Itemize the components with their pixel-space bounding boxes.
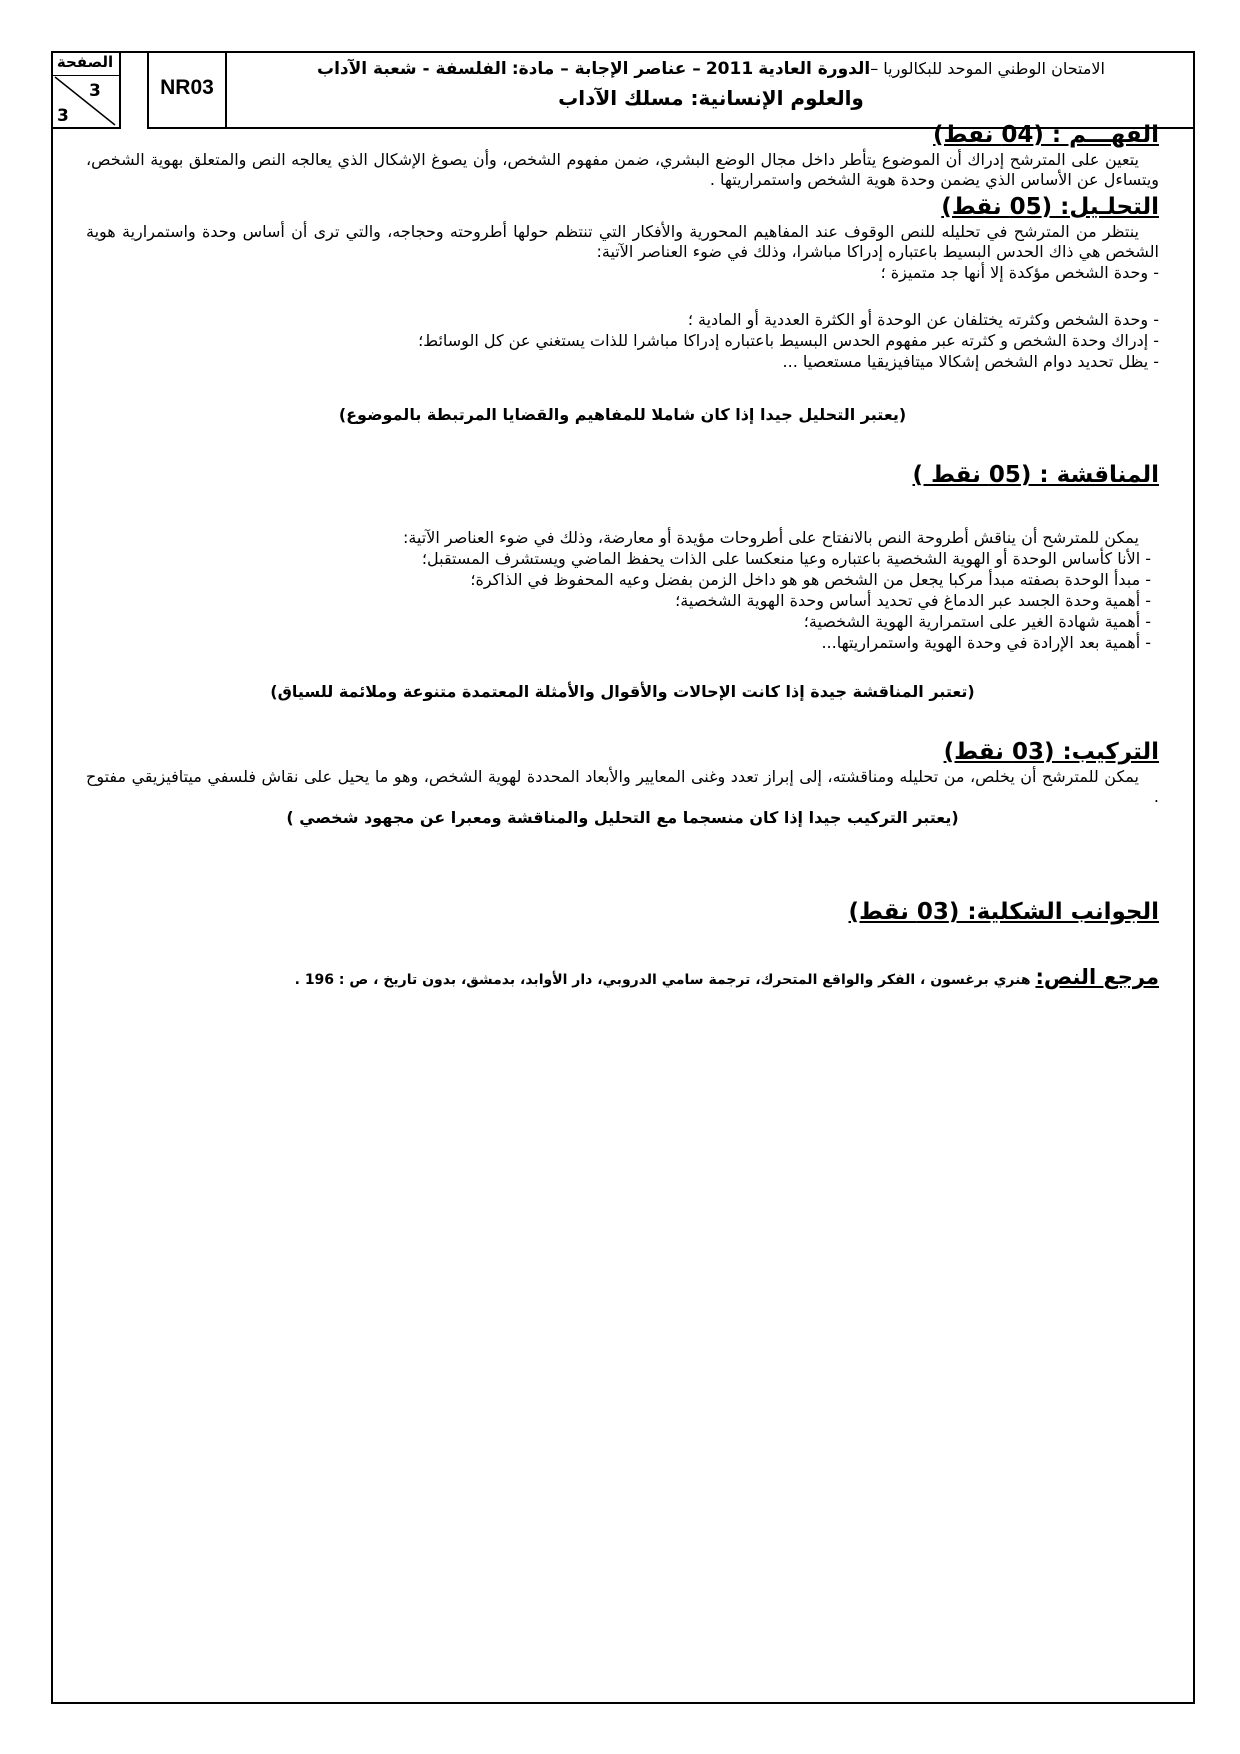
reference-label: مرجع النص: [1035, 965, 1159, 989]
discussion-item: - أهمية شهادة الغير على استمرارية الهوية الشخصية؛ [803, 612, 1151, 631]
discussion-item: - أهمية وحدة الجسد عبر الدماغ في تحديد أساس وحدة الهوية الشخصية؛ [675, 591, 1151, 610]
exam-title-prefix: الامتحان الوطني الموحد للبكالوريا – [870, 59, 1105, 78]
exam-year: 2011 [705, 59, 754, 79]
discussion-title: المناقشة : (05 نقط ) [912, 462, 1159, 488]
exam-title-line-1 [239, 55, 1183, 83]
formal-aspects-title: الجوانب الشكلية: (03 نقط) [848, 899, 1159, 925]
exam-subject: الفلسفة - شعبة الآداب [317, 59, 507, 79]
analysis-item: - وحدة الشخص مؤكدة إلا أنها جد متميزة ؛ [880, 263, 1159, 282]
analysis-text: ينتظر من المترشح في تحليله للنص الوقوف عند المفاهيم المحورية والأفكار التي تنتظم حولها أطروحته وحجاجه، والتي ترى أن أساس وحدة واستمرارية هوية الشخص هي ذاك الحدس البسيط باعتباره إدراكا مباشرا، وذلك في ضوء العناصر الآتية: [86, 222, 1159, 261]
exam-code: NR03 [147, 51, 227, 129]
discussion-item: - أهمية بعد الإرادة في وحدة الهوية واستمراريتها... [821, 633, 1151, 652]
total-pages-number: 3 [57, 106, 69, 126]
text-reference [86, 965, 1159, 992]
current-page-number: 3 [89, 81, 101, 101]
exam-header [51, 51, 1195, 129]
exam-session: الدورة العادية [758, 59, 871, 79]
synthesis-note: (يعتبر التركيب جيدا إذا كان منسجما مع التحليل والمناقشة ومعبرا عن مجهود شخصي ) [286, 808, 959, 827]
discussion-item: - الأنا كأساس الوحدة أو الهوية الشخصية باعتباره وعيا منعكسا على الذات يحفظ الماضي ويستشرف المستقبل؛ [421, 549, 1151, 568]
synthesis-text: يمكن للمترشح أن يخلص، من تحليله ومناقشته، إلى إبراز تعدد وغنى المعايير والأبعاد المحددة لهوية الشخص، وهو ما يحيل على نقاش فلسفي ميتافيزيقي مفتوح . [86, 767, 1159, 806]
discussion-text: يمكن للمترشح أن يناقش أطروحة النص بالانفتاح على أطروحات مؤيدة أو معارضة، وذلك في ضوء العناصر الآتية: [402, 528, 1139, 547]
discussion-note: (تعتبر المناقشة جيدة إذا كانت الإحالات والأقوال والأمثلة المعتمدة متنوعة وملائمة للسياق) [270, 682, 975, 701]
exam-title [227, 51, 1195, 129]
page-number-box [51, 51, 121, 129]
discussion-item: - مبدأ الوحدة بصفته مبدأ مركبا يجعل من الشخص هو هو داخل الزمن بفضل وعيه المحفوظ في الذاكرة؛ [470, 570, 1151, 589]
analysis-item: - يظل تحديد دوام الشخص إشكالا ميتافيزيقيا مستعصيا ... [782, 352, 1159, 371]
reference-text: هنري برغسون ، الفكر والواقع المتحرك، ترجمة سامي الدروبي، دار الأوابد، بدمشق، بدون تاريخ ، ص : 196 . [294, 972, 1031, 988]
comprehension-title: الفهـــم : (04 نقط) [933, 122, 1159, 148]
page-label: الصفحة [51, 51, 119, 76]
answer-key-content [86, 120, 1159, 992]
exam-title-middle: – عناصر الإجابة – مادة: [511, 59, 701, 79]
analysis-title: التحلـيل: (05 نقط) [941, 194, 1159, 220]
analysis-note: (يعتبر التحليل جيدا إذا كان شاملا للمفاهيم والقضايا المرتبطة بالموضوع) [338, 405, 907, 424]
exam-title-line-2: والعلوم الإنسانية: مسلك الآداب [558, 86, 864, 110]
analysis-item: - إدراك وحدة الشخص و كثرته عبر مفهوم الحدس البسيط باعتباره إدراكا مباشرا للذات يستغني عن كل الوسائط؛ [418, 331, 1159, 350]
comprehension-text: يتعين على المترشح إدراك أن الموضوع يتأطر داخل مجال الوضع البشري، ضمن مفهوم الشخص، وأن يصوغ الإشكال الذي يعالجه النص والمتعلق بهوية الشخص، ويتساءل عن الأساس الذي يضمن وحدة هوية الشخص واستمراريتها . [86, 150, 1159, 189]
synthesis-title: التركيب: (03 نقط) [943, 739, 1159, 765]
analysis-item: - وحدة الشخص وكثرته يختلفان عن الوحدة أو الكثرة العددية أو المادية ؛ [687, 310, 1159, 329]
